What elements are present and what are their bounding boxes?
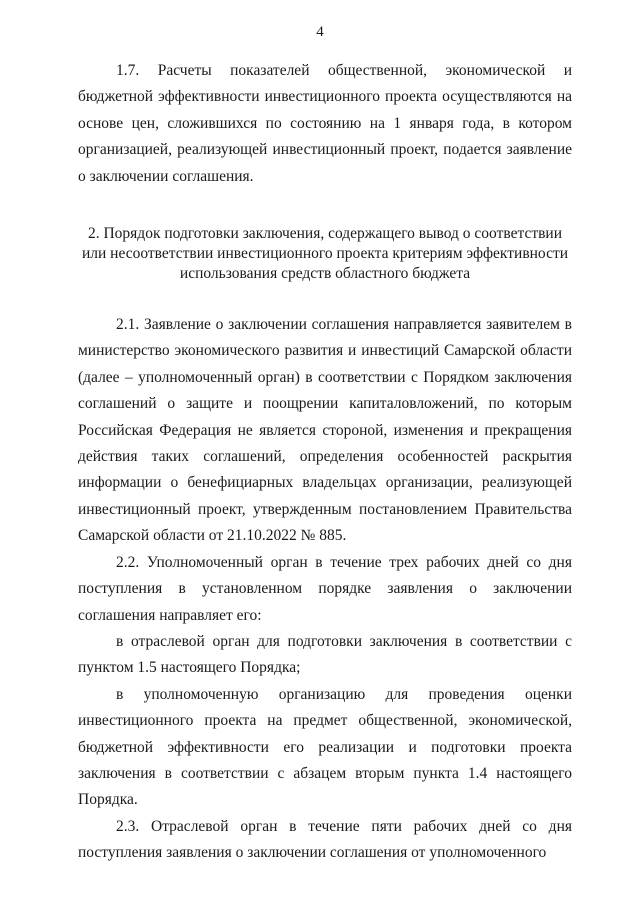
heading-line-2: или несоответствии инвестиционного проекта критериям эффективности bbox=[81, 245, 569, 263]
section-heading bbox=[78, 224, 572, 284]
spacer bbox=[78, 190, 572, 224]
paragraph-2-2-item-a: в отраслевой орган для подготовки заключения в соответствии с пунктом 1.5 настоящего Порядка; bbox=[78, 632, 572, 677]
paragraph-2-2-item-b: в уполномоченную организацию для проведения оценки инвестиционного проекта на предмет общественной, экономической, бюджетной эффективности его реализации и подготовки проекта заключения в соответствии с абзацем вторым пункта 1.4 настоящего Порядка. bbox=[78, 685, 572, 809]
document-body bbox=[78, 58, 572, 867]
paragraph-2-3: 2.3. Отраслевой орган в течение пяти рабочих дней со дня поступления заявления о заключении соглашения от уполномоченного bbox=[78, 817, 572, 862]
heading-line-1: 2. Порядок подготовки заключения, содержащего вывод о соответствии bbox=[87, 225, 563, 243]
heading-line-3: использования средств областного бюджета bbox=[179, 265, 471, 283]
page-number: 4 bbox=[316, 24, 324, 40]
paragraph-2-2: 2.2. Уполномоченный орган в течение трех рабочих дней со дня поступления в установленном порядке заявления о заключении соглашения направляет его: bbox=[78, 553, 572, 624]
spacer bbox=[78, 284, 572, 312]
paragraph-1-7: 1.7. Расчеты показателей общественной, экономической и бюджетной эффективности инвестиционного проекта осуществляются на основе цен, сложившихся по состоянию на 1 января года, в котором организацией, реализующей инвестиционный проект, подается заявление о заключении соглашения. bbox=[78, 62, 572, 185]
paragraph-2-1: 2.1. Заявление о заключении соглашения направляется заявителем в министерство экономического развития и инвестиций Самарской области (далее – уполномоченный орган) в соответствии с Порядком заключения соглашений о защите и поощрении капиталовложений, по которым Российская Федерация не является стороной, изменения и прекращения действия таких соглашений, определения особенностей раскрытия информации о бенефициарных владельцах организации, реализующей инвестиционный проект, утвержденным постановлением Правительства Самарской области от 21.10.2022 № 885. bbox=[78, 316, 572, 545]
